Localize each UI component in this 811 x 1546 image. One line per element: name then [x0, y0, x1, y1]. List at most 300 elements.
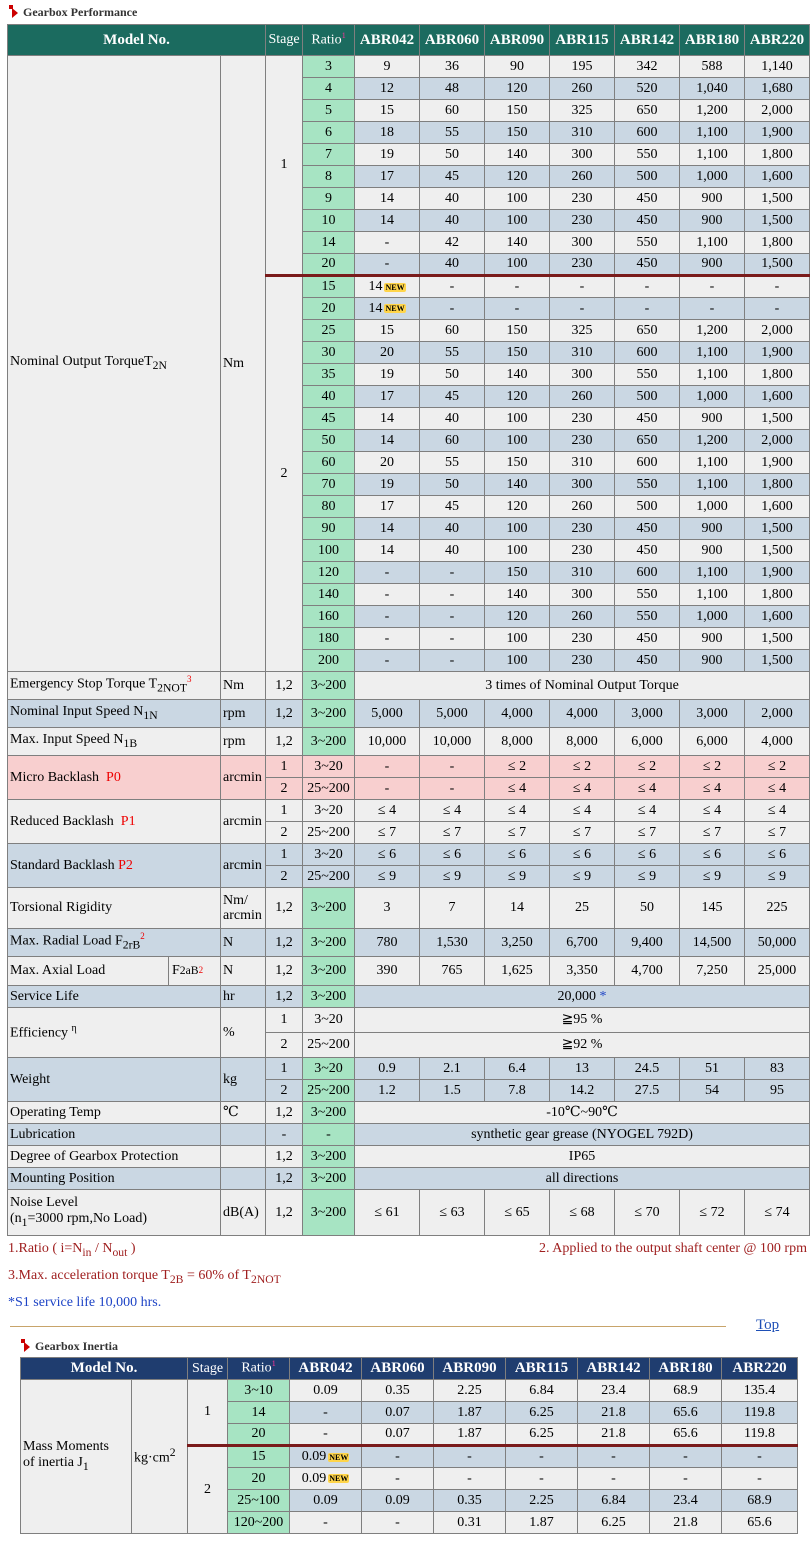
torque-value: 40	[445, 212, 460, 228]
spec-cell: 24.5	[615, 1058, 680, 1080]
inertia-cell	[722, 1402, 798, 1424]
torque-value: -	[384, 256, 390, 272]
torque-cell	[550, 606, 615, 628]
torque-value: 342	[636, 58, 658, 74]
spec-unit: rpm	[221, 700, 266, 728]
torque-value: 1,500	[761, 542, 793, 558]
top-link[interactable]: Top	[756, 1317, 780, 1333]
torque-value: 450	[636, 652, 658, 668]
spec-cell: 6,700	[550, 929, 615, 957]
torque-value: 1,900	[761, 454, 793, 470]
torque-ratio: 5	[303, 100, 355, 122]
inertia-cell	[290, 1468, 362, 1490]
torque-value: -	[709, 300, 715, 316]
torque-cell	[355, 364, 420, 386]
note-sub: 2B	[169, 1272, 184, 1286]
inertia-value: 135.4	[743, 1382, 776, 1398]
torque-value: 900	[701, 410, 723, 426]
spec-unit: rpm	[221, 728, 266, 756]
torque-cell	[485, 430, 550, 452]
inertia-value: 68.9	[673, 1382, 698, 1398]
inertia-cell	[362, 1468, 434, 1490]
inertia-ratio: 20	[228, 1468, 290, 1490]
torque-value: 300	[571, 146, 593, 162]
inertia-value: 21.8	[601, 1404, 626, 1420]
torque-unit: Nm	[221, 56, 266, 672]
inertia-cell	[506, 1380, 578, 1402]
spec-code: P0	[106, 769, 121, 785]
torque-value: 650	[636, 322, 658, 338]
inertia-header-model: Model No.	[21, 1358, 188, 1380]
torque-value: 230	[571, 432, 593, 448]
spec-cell: ≤ 70	[615, 1190, 680, 1236]
torque-cell	[680, 100, 745, 122]
torque-value: 14	[368, 300, 383, 316]
torque-value: 14	[380, 432, 395, 448]
torque-value: 1,100	[696, 344, 728, 360]
spec-cell: 4,700	[615, 957, 680, 986]
torque-cell	[745, 144, 810, 166]
spec-stage: 1	[266, 1058, 303, 1080]
torque-ratio: 45	[303, 408, 355, 430]
spec-unit: kg	[221, 1058, 266, 1102]
torque-value: 450	[636, 630, 658, 646]
spec-sup: 2	[140, 931, 145, 942]
spec-label-text: Emergency Stop Torque T	[10, 677, 158, 693]
spec-stage: 2	[266, 1080, 303, 1102]
footnote-1	[8, 1241, 136, 1259]
inertia-cell	[722, 1468, 798, 1490]
torque-cell	[550, 122, 615, 144]
torque-value: -	[384, 564, 390, 580]
torque-value: 1,900	[761, 124, 793, 140]
inertia-cell	[290, 1512, 362, 1534]
spec-cell: 2.1	[420, 1058, 485, 1080]
torque-value: -	[774, 300, 780, 316]
spec-cell: 765	[420, 957, 485, 986]
torque-cell	[485, 188, 550, 210]
inertia-cell	[434, 1490, 506, 1512]
torque-value: 14	[380, 542, 395, 558]
spec-cell: 3,000	[615, 700, 680, 728]
torque-cell	[745, 210, 810, 232]
torque-value: 140	[506, 234, 528, 250]
bullet-arrow-icon	[24, 1342, 30, 1352]
torque-value: 120	[506, 168, 528, 184]
torque-cell	[615, 386, 680, 408]
spec-cell: 780	[355, 929, 420, 957]
inertia-cell	[434, 1468, 506, 1490]
spec-cell: ≤ 4	[745, 778, 810, 800]
torque-value: 230	[571, 212, 593, 228]
torque-value: 1,500	[761, 630, 793, 646]
header-ratio-sup: 1	[271, 1359, 276, 1369]
inertia-cell	[290, 1424, 362, 1446]
spec-label: Operating Temp	[8, 1102, 221, 1124]
inertia-value: 6.25	[529, 1426, 554, 1442]
inertia-cell	[362, 1512, 434, 1534]
spec-value: all directions	[355, 1168, 810, 1190]
torque-cell	[420, 56, 485, 78]
inertia-cell	[578, 1490, 650, 1512]
inertia-value: -	[323, 1426, 328, 1442]
spec-label	[8, 728, 221, 756]
spec-value: -10℃~90℃	[355, 1102, 810, 1124]
inertia-value: -	[395, 1470, 400, 1486]
torque-value: 1,800	[761, 586, 793, 602]
inertia-cell	[650, 1380, 722, 1402]
inertia-value: -	[611, 1470, 616, 1486]
torque-cell	[615, 320, 680, 342]
spec-cell: 4,000	[485, 700, 550, 728]
spec-cell: ≤ 6	[355, 844, 420, 866]
spec-cell: 27.5	[615, 1080, 680, 1102]
torque-cell	[615, 232, 680, 254]
spec-cell: 25,000	[745, 957, 810, 986]
torque-value: 230	[571, 630, 593, 646]
torque-ratio: 30	[303, 342, 355, 364]
torque-cell	[615, 650, 680, 672]
torque-value: 1,000	[696, 168, 728, 184]
torque-value: 600	[636, 344, 658, 360]
inertia-value: -	[395, 1514, 400, 1530]
torque-cell	[680, 342, 745, 364]
inertia-header-model-col: ABR180	[650, 1358, 722, 1380]
spec-cell: ≤ 7	[355, 822, 420, 844]
torque-cell	[355, 386, 420, 408]
inertia-cell	[578, 1402, 650, 1424]
torque-value: 1,500	[761, 190, 793, 206]
torque-cell	[355, 518, 420, 540]
torque-cell	[745, 56, 810, 78]
torque-cell	[355, 188, 420, 210]
spec-label-text: Nominal Input Speed N	[10, 704, 144, 720]
inertia-cell	[506, 1424, 578, 1446]
spec-sym: η	[71, 1023, 77, 1035]
spec-cell: ≤ 4	[745, 800, 810, 822]
spec-cell: ≤ 65	[485, 1190, 550, 1236]
torque-cell	[485, 650, 550, 672]
header-model-col: ABR220	[745, 25, 810, 56]
spec-ratio: 25~200	[303, 822, 355, 844]
inertia-value: -	[757, 1470, 762, 1486]
inertia-value: 2.25	[529, 1492, 554, 1508]
spec-unit: N	[221, 929, 266, 957]
inertia-cell	[434, 1380, 506, 1402]
inertia-header-model-col: ABR220	[722, 1358, 798, 1380]
spec-cell: ≤ 9	[680, 866, 745, 888]
torque-value: 450	[636, 256, 658, 272]
torque-cell	[420, 540, 485, 562]
spec-cell: 2,000	[745, 700, 810, 728]
header-ratio-sup: 1	[341, 30, 346, 40]
torque-value: 19	[380, 476, 395, 492]
spec-value: 3 times of Nominal Output Torque	[355, 672, 810, 700]
torque-value: 45	[445, 388, 460, 404]
inertia-cell	[578, 1446, 650, 1468]
torque-value: 600	[636, 124, 658, 140]
torque-value: 230	[571, 410, 593, 426]
spec-cell: ≤ 7	[420, 822, 485, 844]
torque-cell	[355, 276, 420, 298]
torque-cell	[485, 210, 550, 232]
spec-label	[8, 800, 221, 844]
inertia-value: -	[467, 1470, 472, 1486]
torque-value: 140	[506, 366, 528, 382]
torque-cell	[745, 606, 810, 628]
torque-cell	[615, 78, 680, 100]
torque-value: 260	[571, 80, 593, 96]
spec-unit: dB(A)	[221, 1190, 266, 1236]
header-model-col: ABR090	[485, 25, 550, 56]
torque-value: 520	[636, 80, 658, 96]
spec-cell: ≤ 4	[680, 800, 745, 822]
inertia-cell	[434, 1446, 506, 1468]
torque-value: 100	[506, 652, 528, 668]
inertia-cell	[578, 1424, 650, 1446]
torque-cell	[745, 276, 810, 298]
torque-cell	[485, 606, 550, 628]
inertia-value: 2.25	[457, 1382, 482, 1398]
torque-cell	[745, 364, 810, 386]
spec-cell: ≤ 6	[485, 844, 550, 866]
spec-cell: 6,000	[680, 728, 745, 756]
spec-stage: 2	[266, 822, 303, 844]
spec-cell: ≤ 4	[615, 778, 680, 800]
torque-value: 100	[506, 520, 528, 536]
torque-value: 1,500	[761, 256, 793, 272]
spec-cell: 6,000	[615, 728, 680, 756]
spec-row-life	[8, 986, 810, 1008]
spec-cell: ≤ 68	[550, 1190, 615, 1236]
torque-cell	[355, 78, 420, 100]
spec-cell: 14	[485, 888, 550, 929]
inertia-value: 0.07	[385, 1404, 410, 1420]
torque-value: -	[514, 300, 520, 316]
inertia-header-model-col: ABR042	[290, 1358, 362, 1380]
inertia-cell	[506, 1446, 578, 1468]
torque-cell	[745, 254, 810, 276]
torque-value: 100	[506, 256, 528, 272]
spec-value-text: 20,000	[557, 988, 597, 1004]
spec-sup: 3	[186, 674, 192, 685]
torque-value: 1,100	[696, 124, 728, 140]
inertia-cell	[362, 1490, 434, 1512]
torque-value: 230	[571, 256, 593, 272]
spec-cell: ≤ 63	[420, 1190, 485, 1236]
inertia-value: 0.09	[313, 1382, 338, 1398]
torque-value: 40	[445, 410, 460, 426]
torque-cell	[550, 342, 615, 364]
spec-cell: ≤ 4	[355, 800, 420, 822]
torque-value: 2,000	[761, 102, 793, 118]
new-badge-icon: NEW	[385, 304, 405, 314]
torque-cell	[420, 298, 485, 320]
torque-value: 1,500	[761, 410, 793, 426]
torque-value: 20	[380, 344, 395, 360]
inertia-value: 6.25	[529, 1404, 554, 1420]
torque-value: 150	[506, 344, 528, 360]
inertia-value: 6.84	[529, 1382, 554, 1398]
inertia-value: 23.4	[673, 1492, 698, 1508]
torque-value: 260	[571, 388, 593, 404]
torque-value: 55	[445, 124, 460, 140]
torque-value: 600	[636, 564, 658, 580]
torque-value: 450	[636, 542, 658, 558]
inertia-value: -	[467, 1449, 472, 1465]
torque-cell	[615, 144, 680, 166]
torque-value: 60	[445, 102, 460, 118]
torque-cell	[745, 166, 810, 188]
torque-value: 260	[571, 498, 593, 514]
inertia-value: 65.6	[673, 1404, 698, 1420]
spec-cell: ≤ 61	[355, 1190, 420, 1236]
torque-cell	[355, 166, 420, 188]
torque-ratio: 20	[303, 298, 355, 320]
torque-cell	[420, 364, 485, 386]
torque-ratio: 25	[303, 320, 355, 342]
torque-value: 500	[636, 168, 658, 184]
inertia-value: 119.8	[744, 1426, 775, 1442]
header-model-col: ABR180	[680, 25, 745, 56]
spec-label: Degree of Gearbox Protection	[8, 1146, 221, 1168]
torque-cell	[745, 650, 810, 672]
torque-sym: T	[144, 354, 153, 370]
torque-cell	[680, 408, 745, 430]
torque-cell	[615, 562, 680, 584]
spec-value: ≧92 %	[355, 1033, 810, 1058]
torque-value: 300	[571, 586, 593, 602]
torque-cell	[745, 100, 810, 122]
torque-cell	[485, 342, 550, 364]
inertia-value: 21.8	[601, 1426, 626, 1442]
inertia-header-row	[21, 1358, 798, 1380]
spec-cell: ≤ 7	[615, 822, 680, 844]
torque-cell	[745, 518, 810, 540]
spec-ratio: 25~200	[303, 866, 355, 888]
inertia-cell	[290, 1446, 362, 1468]
torque-cell	[550, 166, 615, 188]
inertia-value: -	[683, 1470, 688, 1486]
torque-cell	[615, 166, 680, 188]
spec-cell: ≤ 4	[550, 800, 615, 822]
spec-row-lube	[8, 1124, 810, 1146]
torque-label	[8, 56, 221, 672]
spec-stage: 1	[266, 844, 303, 866]
torque-cell	[680, 78, 745, 100]
torque-cell	[420, 166, 485, 188]
spec-ratio: 3~20	[303, 1008, 355, 1033]
header-ratio	[303, 25, 355, 56]
spec-label-text: Reduced Backlash	[10, 813, 114, 829]
torque-cell	[355, 562, 420, 584]
torque-value: 900	[701, 652, 723, 668]
inertia-sub: 1	[82, 1459, 89, 1473]
spec-unit	[221, 1146, 266, 1168]
torque-cell	[485, 320, 550, 342]
spec-cell: 4,000	[550, 700, 615, 728]
torque-value: 1,800	[761, 234, 793, 250]
torque-cell	[485, 496, 550, 518]
spec-ratio: 3~20	[303, 756, 355, 778]
torque-cell	[550, 144, 615, 166]
spec-ratio: 3~200	[303, 1190, 355, 1236]
spec-cell: ≤ 7	[745, 822, 810, 844]
spec-stage: 2	[266, 1033, 303, 1058]
torque-cell	[420, 584, 485, 606]
spec-cell: 25	[550, 888, 615, 929]
section-title-performance	[12, 5, 137, 20]
torque-value: 36	[445, 58, 460, 74]
torque-ratio: 100	[303, 540, 355, 562]
torque-value: 310	[571, 124, 593, 140]
spec-row-radial	[8, 929, 810, 957]
torque-value: -	[384, 586, 390, 602]
spec-label	[8, 1008, 221, 1058]
spec-cell: 50	[615, 888, 680, 929]
torque-value: 450	[636, 212, 658, 228]
torque-value: 900	[701, 630, 723, 646]
section-title-inertia	[24, 1339, 118, 1354]
spec-cell: 5,000	[355, 700, 420, 728]
torque-cell	[680, 562, 745, 584]
torque-value: -	[384, 630, 390, 646]
torque-cell	[550, 188, 615, 210]
torque-value: 45	[445, 498, 460, 514]
torque-value: 150	[506, 454, 528, 470]
spec-stage: -	[266, 1124, 303, 1146]
inertia-value: -	[395, 1449, 400, 1465]
note-text: )	[127, 1241, 136, 1256]
torque-cell	[745, 562, 810, 584]
torque-value: 17	[380, 498, 395, 514]
torque-cell	[615, 276, 680, 298]
inertia-header-model-col: ABR115	[506, 1358, 578, 1380]
torque-label-text: Nominal Output Torque	[10, 354, 145, 370]
torque-cell	[420, 144, 485, 166]
spec-cell: ≤ 72	[680, 1190, 745, 1236]
inertia-unit-sup: 2	[169, 1445, 176, 1459]
torque-value: 1,200	[696, 322, 728, 338]
torque-cell	[550, 320, 615, 342]
spec-unit: ℃	[221, 1102, 266, 1124]
torque-cell	[615, 408, 680, 430]
inertia-value: 23.4	[601, 1382, 626, 1398]
spec-cell: ≤ 9	[485, 866, 550, 888]
torque-cell	[355, 210, 420, 232]
torque-value: 300	[571, 476, 593, 492]
spec-value: ≧95 %	[355, 1008, 810, 1033]
spec-stage: 1,2	[266, 888, 303, 929]
torque-value: 310	[571, 344, 593, 360]
torque-value: -	[449, 564, 455, 580]
torque-cell	[680, 430, 745, 452]
torque-value: -	[449, 586, 455, 602]
spec-unit: arcmin	[221, 844, 266, 888]
header-model: Model No.	[8, 25, 266, 56]
torque-value: 14	[380, 212, 395, 228]
spec-row-protection	[8, 1146, 810, 1168]
spec-row-micro-1	[8, 756, 810, 778]
torque-cell	[615, 122, 680, 144]
spec-unit: arcmin	[221, 800, 266, 844]
torque-cell	[615, 452, 680, 474]
spec-cell: ≤ 4	[550, 778, 615, 800]
torque-cell	[485, 254, 550, 276]
header-model-col: ABR060	[420, 25, 485, 56]
torque-value: 1,680	[761, 80, 793, 96]
spec-ratio: 25~200	[303, 1033, 355, 1058]
